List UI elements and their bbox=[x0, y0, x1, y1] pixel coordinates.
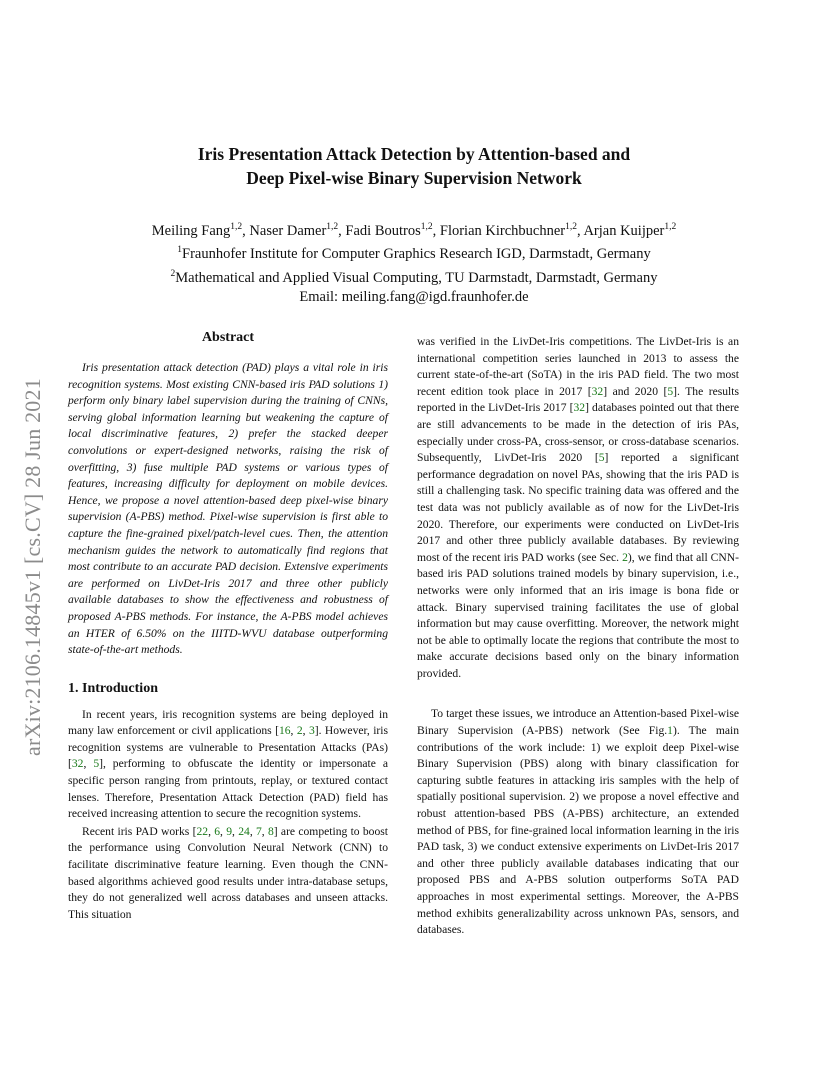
text-run: ]. However, iris recognition systems are vulnerable to Presentation Attacks (PAs) [ bbox=[68, 724, 389, 771]
author: Naser Damer bbox=[249, 222, 327, 239]
abstract-heading: Abstract bbox=[201, 330, 255, 345]
text-run: , bbox=[232, 824, 239, 838]
citation-link[interactable]: 32 bbox=[591, 384, 604, 398]
section-heading-introduction: 1. Introduction bbox=[68, 680, 158, 696]
citation-link[interactable]: 8 bbox=[267, 824, 274, 838]
author: Arjan Kuijper bbox=[583, 222, 665, 239]
affiliation-mark: 2 bbox=[170, 268, 176, 279]
right-column bbox=[417, 334, 739, 939]
author-list bbox=[0, 218, 828, 241]
author: Meiling Fang bbox=[151, 222, 231, 239]
author-separator: , bbox=[576, 222, 584, 239]
intro-paragraph-1 bbox=[68, 707, 388, 823]
affiliation-text: Mathematical and Applied Visual Computing, TU Darmstadt, Darmstadt, Germany bbox=[175, 269, 658, 286]
author: Fadi Boutros bbox=[345, 222, 421, 239]
citation-link[interactable]: 5 bbox=[667, 384, 674, 398]
abstract-text: Iris presentation attack detection (PAD) plays a vital role in iris recognition systems. Most existing CNN-based iris PAD solutions 1) perform only binary label supervision during the training of CNNs, serving global information learning but weakening the capture of local discriminative features, 2) prefer the stacked deeper convolutions or expert-designed networks, raising the risk of overfitting, 3) fuse multiple PAD systems or various types of features, increasing difficulty for deployment on mobile devices. Hence, we propose a novel attention-based deep pixel-wise binary supervision (A-PBS) method. Pixel-wise supervision is first able to capture the fine-grained pixel/patch-level cues. Then, the attention mechanism guides the network to automatically find regions that most contribute to an accurate PAD decision. Extensive experiments are performed on LivDet-Iris 2017 and three other publicly available databases to show the effectiveness and robustness of proposed A-PBS methods. For instance, the A-PBS model achieves an HTER of 6.50% on the IIITD-WVU database outperforming state-of-the-art methods. bbox=[68, 361, 388, 657]
text-run: , bbox=[302, 724, 309, 738]
author-affiliation-mark: 1,2 bbox=[664, 222, 677, 232]
affiliation-1 bbox=[0, 241, 828, 264]
citation-link[interactable]: 22 bbox=[196, 824, 209, 838]
author-separator: , bbox=[338, 222, 346, 239]
figure-reference-link[interactable]: 1 bbox=[667, 724, 673, 738]
author-separator: , bbox=[432, 222, 440, 239]
text-run: , bbox=[208, 824, 215, 838]
intro-paragraph-4 bbox=[417, 706, 739, 938]
affiliation-2 bbox=[0, 265, 828, 288]
paragraph-gap bbox=[417, 682, 739, 706]
left-column bbox=[68, 330, 388, 923]
author-affiliation-mark: 1,2 bbox=[420, 222, 433, 232]
text-run: , bbox=[83, 757, 94, 771]
email: Email: meiling.fang@igd.fraunhofer.de bbox=[299, 288, 529, 305]
citation-link[interactable]: 6 bbox=[214, 824, 221, 838]
text-run: was verified in the LivDet-Iris competitions. The LivDet-Iris is an international competition series launched in 2013 to assess the current state-of-the-art (SoTA) in the iris PAD field. The two most recent edition took place in 2017 [ bbox=[417, 335, 739, 398]
paper-title bbox=[0, 142, 828, 190]
author-affiliation-mark: 1,2 bbox=[230, 222, 243, 232]
citation-link[interactable]: 3 bbox=[308, 724, 315, 738]
citation-link[interactable]: 32 bbox=[573, 401, 586, 415]
affiliation-text: Fraunhofer Institute for Computer Graphics Research IGD, Darmstadt, Germany bbox=[182, 246, 651, 263]
intro-paragraph-2 bbox=[68, 824, 388, 924]
text-run: ). The main contributions of the work include: 1) we exploit deep Pixel-wise Binary Supervision (PBS) along with binary classification for capturing subtle features in attacking iris samples with the help of spatially positional supervision. 2) we propose a novel effective and robust attention-based PBS (A-PBS) architecture, an extended method of PBS, for fine-grained local information learning in the iris PAD task, 3) we conduct extensive experiments on LivDet-Iris 2017 and other three publicly available databases indicating that our proposed PBS and A-PBS solution outperforms SoTA PAD approaches in most experimental settings. Moreover, the A-PBS method exhibits generalizability across unknown PAs, sensors, and databases. bbox=[417, 724, 739, 937]
text-run: ] and 2020 [ bbox=[603, 384, 668, 398]
author-separator: , bbox=[242, 222, 250, 239]
citation-link[interactable]: 16 bbox=[278, 724, 291, 738]
text-run: ] are competing to boost the performance using Convolution Neural Network (CNN) to facilitate discriminative feature learning. Even though the CNN-based algorithms achieved good results under intra-database setups, they do not generalized well across databases and unseen attacks. This situation bbox=[68, 824, 389, 921]
author: Florian Kirchbuchner bbox=[439, 222, 566, 239]
text-run: , bbox=[290, 724, 297, 738]
text-run: ] reported a significant performance degradation on novel PAs, showing that the iris PAD is still a challenging task. No specific training data was offered and the test data was not publicly available as of now for the LivDet-Iris 2020. Therefore, our experiments were conducted on LivDet-Iris 2017 and other three publicly available databases. By reviewing most of the recent iris PAD works (see Sec. bbox=[417, 451, 739, 564]
title-line-1: Iris Presentation Attack Detection by Attention-based and bbox=[197, 144, 631, 164]
text-run: ], performing to obfuscate the identity or impersonate a specific person ranging from printouts, replay, or textured contact lenses. Therefore, Presentation Attack Detection (PAD) field has received increasing attention to secure the recognition systems. bbox=[68, 757, 389, 821]
text-run: ] databases pointed out that there are still advancements to be made in the detection of iris PAs, especially under cross-PA, cross-sensor, or cross-database scenarios. Subsequently, LivDet-Iris 2020 [ bbox=[417, 401, 739, 465]
text-run: In recent years, iris recognition systems are being deployed in many law enforcement or civil applications [ bbox=[68, 707, 388, 738]
citation-link[interactable]: 5 bbox=[93, 757, 100, 771]
citation-link[interactable]: 9 bbox=[226, 824, 233, 838]
text-run: ), we find that all CNN-based iris PAD solutions trained models by binary supervision, i.e., networks were only informed that an iris image is bona fide or attack. Binary supervised training facilitates the use of global information but may cause overfitting. Moreover, the network might not be able to optimally locate the regions that contribute the most to make accurate decisions based only on the binary information provided. bbox=[417, 550, 740, 680]
citation-link[interactable]: 24 bbox=[238, 824, 250, 838]
intro-paragraph-3 bbox=[417, 334, 739, 682]
citation-link[interactable]: 2 bbox=[296, 724, 303, 738]
citation-link[interactable]: 5 bbox=[598, 451, 605, 465]
text-run: , bbox=[220, 824, 227, 838]
text-run: , bbox=[261, 824, 268, 838]
citation-link[interactable]: 7 bbox=[256, 824, 262, 838]
text-run: Recent iris PAD works [ bbox=[82, 824, 197, 838]
affiliation-mark: 1 bbox=[177, 245, 183, 256]
citation-link[interactable]: 32 bbox=[71, 757, 84, 771]
section-reference-link[interactable]: 2 bbox=[622, 550, 628, 564]
author-block bbox=[0, 218, 828, 307]
text-run: To target these issues, we introduce an Attention-based Pixel-wise Binary Supervision (A-PBS) network (See Fig. bbox=[417, 707, 739, 738]
author-affiliation-mark: 1,2 bbox=[326, 222, 339, 232]
arxiv-stamp: arXiv:2106.14845v1 [cs.CV] 28 Jun 2021 bbox=[20, 378, 45, 756]
title-line-2: Deep Pixel-wise Binary Supervision Network bbox=[246, 168, 582, 188]
author-affiliation-mark: 1,2 bbox=[565, 222, 577, 232]
text-run: ]. The results reported in the LivDet-Iris 2017 [ bbox=[417, 384, 739, 415]
text-run: , bbox=[249, 824, 256, 838]
